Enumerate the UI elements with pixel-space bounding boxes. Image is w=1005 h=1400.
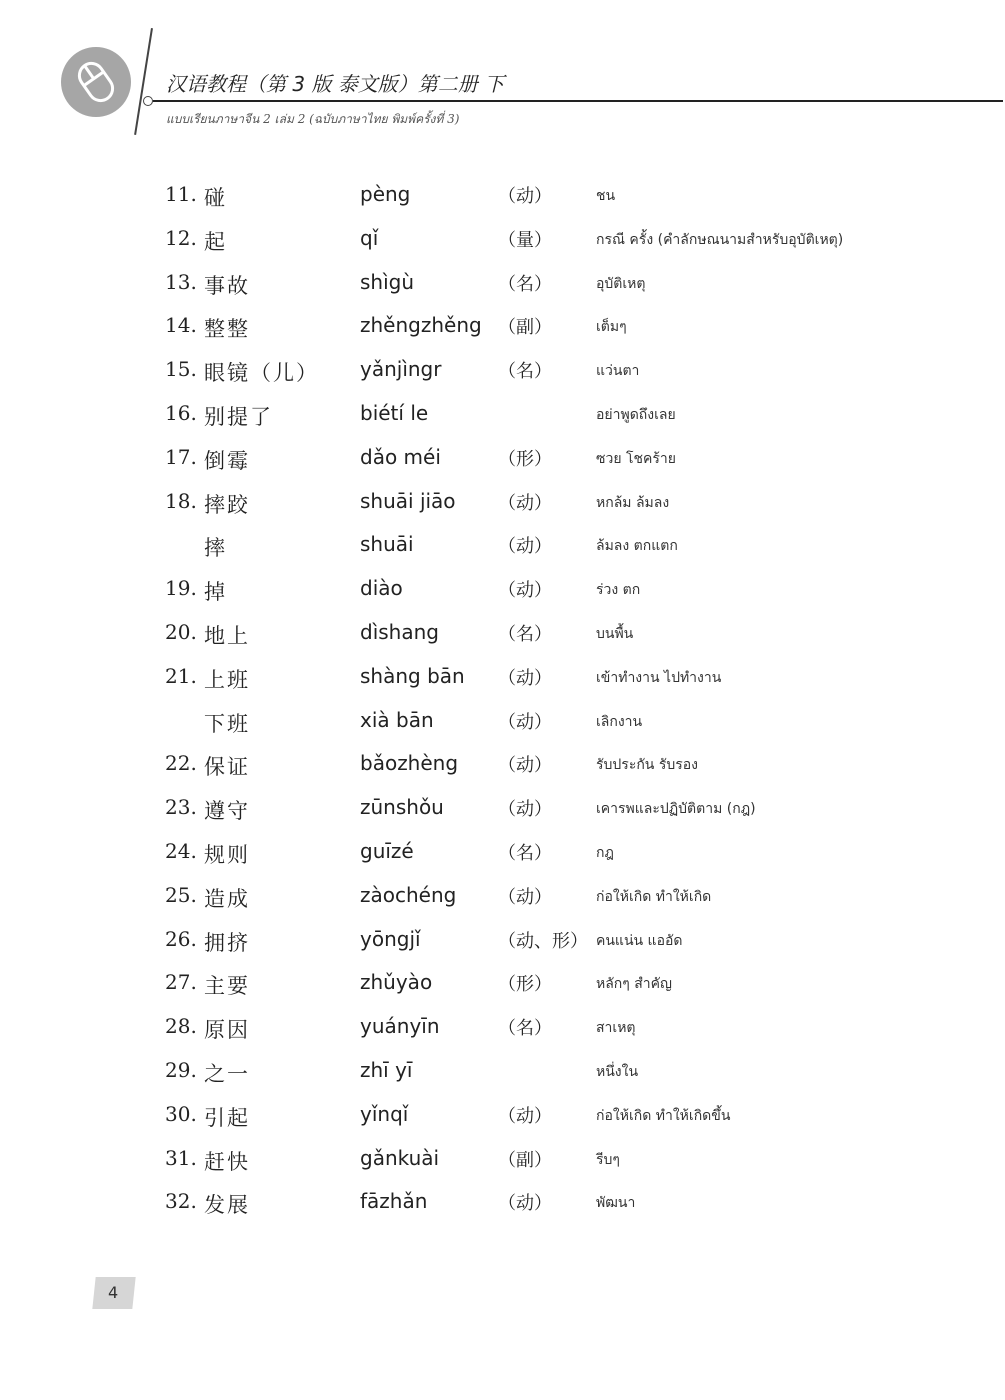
vocab-row (0, 568, 1005, 612)
vocab-part-of-speech: （名） (498, 361, 552, 383)
vocab-part-of-speech: （动） (498, 1105, 552, 1127)
vocab-row (0, 393, 1005, 437)
vocab-number: 28. (165, 1014, 197, 1039)
vocab-part-of-speech: （名） (498, 1018, 552, 1040)
page-number: 4 (108, 1283, 119, 1302)
vocab-part-of-speech: （形） (498, 974, 552, 996)
vocab-row (0, 962, 1005, 1006)
vocab-thai-meaning: กฎ (596, 844, 614, 861)
vocab-thai-meaning: กรณี ครั้ง (คำลักษณนามสำหรับอุบัติเหตุ) (596, 231, 844, 248)
vocab-thai-meaning: เข้าทำงาน ไปทำงาน (596, 669, 722, 686)
vocab-row (0, 524, 1005, 568)
vocab-word: 保证 (204, 755, 250, 780)
vocab-thai-meaning: รีบๆ (596, 1151, 620, 1168)
vocab-number: 23. (165, 795, 197, 820)
vocab-pinyin: diào (360, 576, 403, 601)
vocab-number: 30. (165, 1101, 197, 1126)
vocab-word: 造成 (204, 886, 250, 911)
vocab-part-of-speech: （动） (498, 886, 552, 908)
vocab-row (0, 1094, 1005, 1138)
vocab-word: 碰 (204, 186, 227, 210)
vocab-word: 眼镜（儿） (204, 361, 319, 386)
vocab-pinyin: dìshang (360, 619, 439, 644)
vocab-number: 12. (165, 225, 197, 250)
vocab-part-of-speech: （形） (498, 448, 552, 470)
vocab-thai-meaning: รับประกัน รับรอง (596, 757, 698, 774)
vocab-word: 起 (204, 229, 227, 254)
vocab-pinyin: yōngjǐ (360, 926, 421, 951)
vocab-word: 之一 (204, 1061, 250, 1086)
vocab-part-of-speech: （名） (498, 273, 552, 295)
vocab-word: 摔 (204, 536, 227, 561)
vocab-number: 22. (165, 751, 197, 776)
vocab-number: 20. (165, 619, 197, 644)
vocab-pinyin: zhǔyào (360, 970, 433, 995)
vocab-number: 25. (165, 882, 197, 907)
vocab-part-of-speech: （量） (498, 229, 552, 251)
vocab-number: 24. (165, 838, 197, 863)
vocab-pinyin: bǎozhèng (360, 751, 459, 776)
vocab-number: 13. (165, 269, 197, 294)
vocab-part-of-speech: （动） (498, 799, 552, 821)
vocab-pinyin: zhī yī (360, 1057, 413, 1082)
vocab-part-of-speech: （动） (498, 580, 552, 602)
vocab-part-of-speech: （名） (498, 623, 552, 645)
book-title: 汉语教程（第 3 版 泰文版）第二册 下 (166, 72, 505, 96)
vocab-word: 主要 (204, 974, 250, 999)
vocab-word: 整整 (204, 317, 250, 342)
vocab-pinyin: guīzé (360, 838, 414, 863)
vocab-pinyin: dǎo méi (360, 444, 441, 469)
vocab-number: 32. (165, 1189, 197, 1214)
vocab-row (0, 1181, 1005, 1225)
vocab-pinyin: yuányīn (360, 1014, 440, 1039)
vocab-row (0, 349, 1005, 393)
vocab-row (0, 831, 1005, 875)
vocab-part-of-speech: （动） (498, 667, 552, 689)
vocab-word: 事故 (204, 273, 250, 298)
vocab-part-of-speech: （动） (498, 186, 552, 207)
vocab-row (0, 305, 1005, 349)
vocab-number: 17. (165, 444, 197, 469)
vocab-thai-meaning: ก่อให้เกิด ทำให้เกิด (596, 888, 712, 905)
vocab-thai-meaning: แว่นตา (596, 363, 640, 380)
vocab-thai-meaning: หกล้ม ล้มลง (596, 494, 670, 511)
vocab-thai-meaning: สาเหตุ (596, 1020, 636, 1037)
vocab-thai-meaning: เคารพและปฏิบัติตาม (กฎ) (596, 801, 756, 818)
vocab-pinyin: fāzhǎn (360, 1189, 428, 1214)
page-header (0, 0, 1005, 150)
vocab-part-of-speech: （副） (498, 1149, 552, 1171)
vocab-row (0, 218, 1005, 262)
vocab-word: 发展 (204, 1193, 250, 1218)
vocab-row (0, 875, 1005, 919)
vocab-thai-meaning: คนแน่น แออัด (596, 932, 683, 949)
vocab-thai-meaning: บนพื้น (596, 625, 634, 642)
vocab-row (0, 612, 1005, 656)
vocab-thai-meaning: อุบัติเหตุ (596, 275, 646, 292)
vocab-pinyin: shuāi (360, 532, 414, 557)
vocab-part-of-speech: （动） (498, 1193, 552, 1215)
vocab-row (0, 787, 1005, 831)
vocab-part-of-speech: （动） (498, 536, 552, 558)
vocab-row (0, 1050, 1005, 1094)
vocab-number: 26. (165, 926, 197, 951)
vocab-part-of-speech: （动、形） (498, 930, 588, 952)
vocab-row (0, 174, 1005, 218)
vocab-number: 21. (165, 663, 197, 688)
vocab-thai-meaning: อย่าพูดถึงเลย (596, 406, 676, 423)
vocab-pinyin: shàng bān (360, 663, 465, 688)
vocab-number: 27. (165, 970, 197, 995)
vocab-row (0, 262, 1005, 306)
vocab-word: 原因 (204, 1018, 250, 1043)
vocab-word: 地上 (204, 623, 250, 648)
vocab-word: 下班 (204, 711, 250, 736)
vocab-row (0, 700, 1005, 744)
vocab-number: 18. (165, 488, 197, 513)
vocab-number: 15. (165, 357, 197, 382)
vocab-thai-meaning: ร่วง ตก (596, 582, 641, 599)
vocab-pinyin: biétí le (360, 400, 429, 425)
header-rule-ring (143, 96, 153, 106)
vocab-pinyin: shìgù (360, 269, 415, 294)
vocab-pinyin: shuāi jiāo (360, 488, 456, 513)
vocab-part-of-speech: （动） (498, 711, 552, 733)
vocab-word: 别提了 (204, 404, 273, 429)
vocab-word: 规则 (204, 842, 250, 867)
vocab-word: 遵守 (204, 799, 250, 824)
vocab-thai-meaning: หลักๆ สำคัญ (596, 976, 672, 993)
vocab-thai-meaning: เต็มๆ (596, 319, 627, 336)
vocab-pinyin: yǎnjìngr (360, 357, 442, 382)
vocab-thai-meaning: ซวย โชคร้าย (596, 450, 676, 467)
vocab-row (0, 437, 1005, 481)
vocab-part-of-speech: （副） (498, 317, 552, 339)
header-horizontal-rule (153, 100, 1003, 102)
vocab-number: 14. (165, 313, 197, 338)
vocab-thai-meaning: เลิกงาน (596, 713, 643, 730)
vocab-part-of-speech: （动） (498, 492, 552, 514)
vocab-word: 倒霉 (204, 448, 250, 473)
vocab-pinyin: zhěngzhěng (360, 313, 482, 338)
vocab-word: 掉 (204, 580, 227, 605)
vocab-pinyin: pèng (360, 182, 411, 206)
vocab-row (0, 919, 1005, 963)
vocab-pinyin: qǐ (360, 225, 379, 250)
mouse-icon (61, 47, 131, 117)
vocab-pinyin: yǐnqǐ (360, 1101, 409, 1126)
vocab-pinyin: zūnshǒu (360, 795, 444, 820)
vocab-row (0, 656, 1005, 700)
vocabulary-list (0, 174, 1005, 1225)
vocab-thai-meaning: ชน (596, 188, 616, 204)
vocab-thai-meaning: พัฒนา (596, 1195, 636, 1212)
vocab-number: 31. (165, 1145, 197, 1170)
vocab-part-of-speech: （动） (498, 755, 552, 777)
vocab-number: 19. (165, 576, 197, 601)
vocab-number: 11. (165, 182, 197, 206)
vocab-row (0, 1006, 1005, 1050)
page-number-badge (92, 1277, 135, 1309)
vocab-word: 赶快 (204, 1149, 250, 1174)
vocab-thai-meaning: หนึ่งใน (596, 1063, 639, 1080)
vocab-word: 引起 (204, 1105, 250, 1130)
vocab-number: 29. (165, 1057, 197, 1082)
book-subtitle: แบบเรียนภาษาจีน 2 เล่ม 2 (ฉบับภาษาไทย พิมพ์ครั้งที่ 3) (166, 112, 460, 126)
vocab-word: 摔跤 (204, 492, 250, 517)
vocab-part-of-speech: （名） (498, 842, 552, 864)
vocab-pinyin: gǎnkuài (360, 1145, 440, 1170)
vocab-word: 上班 (204, 667, 250, 692)
vocab-pinyin: zàochéng (360, 882, 457, 907)
header-vertical-rule (134, 28, 153, 135)
vocab-thai-meaning: ก่อให้เกิด ทำให้เกิดขึ้น (596, 1107, 731, 1124)
vocab-row (0, 743, 1005, 787)
logo (61, 47, 131, 117)
vocab-row (0, 1138, 1005, 1182)
vocab-number: 16. (165, 400, 197, 425)
vocab-thai-meaning: ล้มลง ตกแตก (596, 538, 678, 555)
vocab-row (0, 481, 1005, 525)
vocab-word: 拥挤 (204, 930, 250, 955)
vocab-pinyin: xià bān (360, 707, 434, 732)
